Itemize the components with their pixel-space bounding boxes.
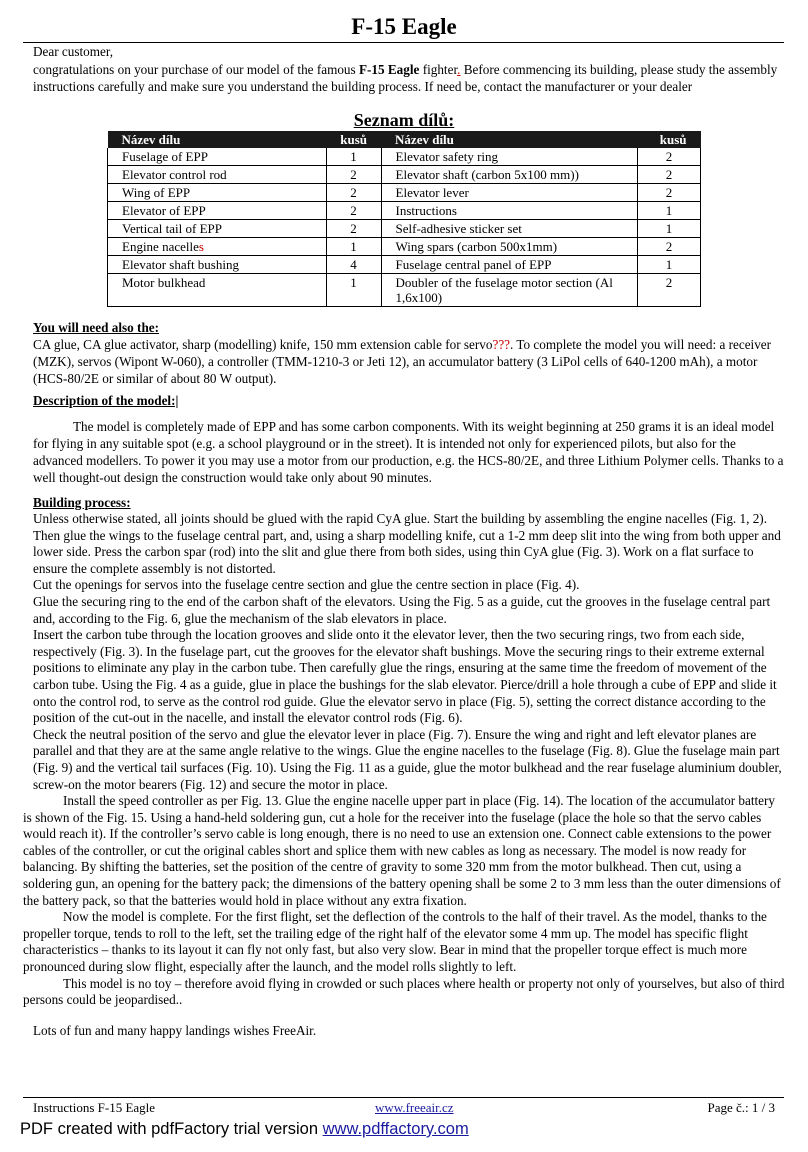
description-text-block	[33, 418, 785, 486]
part-name: Elevator shaft bushing	[108, 256, 327, 274]
pdf-banner-text: PDF created with pdfFactory trial version	[20, 1120, 323, 1138]
building-text-block	[23, 511, 785, 1039]
description-section	[33, 392, 785, 409]
part-qty: 2	[326, 166, 381, 184]
need-text-b: . To complete the model you will need: a receiver (MZK), servos (Wipont W-060), a controller (TMM-1210-3 or Jeti 12), an accumulator battery (3 LiPol cells of 640-1200 mAh), a motor (HCS-80/2E or similar of about 80 W output).	[33, 337, 772, 386]
part-qty: 2	[638, 148, 701, 166]
part-name: Fuselage central panel of EPP	[381, 256, 637, 274]
table-row	[108, 184, 701, 202]
building-paragraph: Cut the openings for servos into the fuselage centre section and glue the centre section in place (Fig. 4).	[33, 577, 580, 593]
building-paragraph: Unless otherwise stated, all joints should be glued with the rapid CyA glue. Start the building by assembling the engine nacelles (Fig. 1, 2). Then glue the wings to the fuselage central part, and, using a sharp modelling knife, cut a 1-2 mm deep slit into the wing from both upper and lower side. Press the carbon spar (rod) into the slit and glue there from both sides, using thin CyA glue (Fig. 3). Work on a flat surface to ensure the complete assembly is not distorted.	[33, 511, 781, 576]
intro-text	[33, 61, 783, 96]
header-name: Název dílu	[381, 131, 637, 148]
table-row	[108, 148, 701, 166]
closing-line: Lots of fun and many happy landings wishes FreeAir.	[33, 1022, 317, 1038]
header-qty: kusů	[326, 131, 381, 148]
document-title: F-15 Eagle	[351, 14, 457, 39]
table-row	[108, 238, 701, 256]
building-paragraph: Insert the carbon tube through the location grooves and slide onto it the elevator lever, then the two securing rings, two from each side, respectively (Fig. 3). In the fuselage part, cut the grooves for the elevator shaft bushings. Move the securing rings to their extreme external positions to eliminate any play in the carbon tube. Then carefully glue the rings, ensuring at the same time the freedom of movement of the carbon tube. Using the Fig. 4 as a guide, glue in place the bushings for the slab elevator. Pierce/drill a hole through a cube of EPP and slide it onto the control rod, to serve as the control rod guide. Glue the elevator servo in place (Fig. 5), setting the correct distance according to the position of the cut-out in the nacelle, and install the elevator control rods (Fig. 6).	[33, 627, 777, 726]
part-name: Elevator control rod	[108, 166, 327, 184]
part-qty: 4	[326, 256, 381, 274]
building-heading: Building process:	[33, 495, 131, 510]
part-name: Motor bulkhead	[108, 274, 327, 307]
intro-text-a: congratulations on your purchase of our model of the famous	[33, 61, 359, 77]
part-name: Vertical tail of EPP	[108, 220, 327, 238]
intro-text-c: Before commencing its building, please study the assembly instructions carefully and make sure you understand the building process. If need be, contact the manufacturer or your dealer	[33, 61, 778, 94]
building-section	[33, 494, 785, 511]
part-qty: 2	[326, 220, 381, 238]
part-name: Doubler of the fuselage motor section (Al 1,6x100)	[381, 274, 637, 307]
part-name: Wing spars (carbon 500x1mm)	[381, 238, 637, 256]
part-qty: 1	[638, 256, 701, 274]
building-paragraph: This model is no toy – therefore avoid flying in crowded or such places where health or property not only of yourselves, but also of third persons could be jeopardised..	[23, 975, 785, 1008]
parts-table-header	[108, 131, 701, 148]
need-text-a: CA glue, CA glue activator, sharp (modelling) knife, 150 mm extension cable for servo	[33, 337, 493, 352]
part-name: Elevator lever	[381, 184, 637, 202]
part-name: Wing of EPP	[108, 184, 327, 202]
part-qty: 2	[638, 184, 701, 202]
building-paragraph: Check the neutral position of the servo and glue the elevator lever in place (Fig. 7). Ensure the wing and right and left elevator planes are parallel and that they are at the same angle relative to the wings. Glue the engine nacelles to the fuselage (Fig. 8). Glue the fuselage main part (Fig. 9) and the vertical tail surfaces (Fig. 10). Using the Fig. 11 as a guide, glue the motor bulkhead and the rear fuselage aluminium doubler, screw-on the motor bearers (Fig. 12) and secure the motor in place.	[33, 726, 782, 792]
part-name-text: Engine nacelle	[122, 239, 199, 254]
part-qty: 1	[638, 220, 701, 238]
table-row	[108, 256, 701, 274]
need-section	[33, 319, 785, 387]
table-row	[108, 202, 701, 220]
pdf-banner-link[interactable]: www.pdffactory.com	[322, 1120, 469, 1138]
part-qty: 1	[326, 148, 381, 166]
part-qty: 1	[326, 238, 381, 256]
part-name: Elevator of EPP	[108, 202, 327, 220]
footer-rule	[23, 1097, 784, 1098]
table-row	[108, 166, 701, 184]
building-paragraph: Glue the securing ring to the end of the carbon shaft of the elevators. Using the Fig. 5 as a guide, cut the grooves in the fuselage central part and, according to the Fig. 6, glue the mechanism of the slab elevators in place.	[33, 593, 771, 626]
pdf-banner	[20, 1120, 469, 1139]
need-text	[33, 336, 785, 387]
header-name: Název dílu	[108, 131, 327, 148]
table-row	[108, 220, 701, 238]
footer-website-link[interactable]: www.freeair.cz	[375, 1100, 454, 1115]
part-name	[108, 238, 327, 256]
need-red-mark: ???	[492, 337, 511, 352]
parts-table	[107, 131, 701, 307]
header-qty: kusů	[638, 131, 701, 148]
building-paragraph: Install the speed controller as per Fig. 13. Glue the engine nacelle upper part in place (Fig. 14). The location of the accumulator battery is shown of the Fig. 15. Using a hand-held soldering gun, cut a hole for the receiver into the fuselage (place the hole so that the servo cables would reach it). If the controller’s servo cable is long enough, there is no need to use an extension one. Connect cable extensions to the power cables of the controller, or cut the original cables short and splice them with new cables as long as necessary. The model is now ready for balancing. By shifting the batteries, set the position of the centre of gravity to some 320 mm from the motor bulkhead. Then cut, using a soldering gun, an opening for the battery pack; the dimensions of the battery opening shall be some 2 to 3 mm less than the outer dimensions of the battery pack, so that the batteries would hold in place without any extra fixation.	[23, 793, 781, 908]
part-name: Elevator shaft (carbon 5x100 mm))	[381, 166, 637, 184]
part-name: Instructions	[381, 202, 637, 220]
part-qty: 2	[638, 166, 701, 184]
table-row	[108, 274, 701, 307]
intro-text-b: fighter	[419, 61, 458, 77]
need-heading: You will need also the:	[33, 320, 160, 335]
parts-table-title: Seznam dílů:	[353, 110, 455, 130]
model-name: F-15 Eagle	[358, 61, 420, 77]
intro-paragraph	[33, 43, 783, 96]
intro-period: .	[457, 61, 461, 77]
part-name: Fuselage of EPP	[108, 148, 327, 166]
description-heading: Description of the model:|	[33, 393, 179, 408]
part-name-red-suffix: s	[198, 239, 204, 254]
greeting: Dear customer,	[33, 44, 114, 59]
part-name: Self-adhesive sticker set	[381, 220, 637, 238]
part-name: Elevator safety ring	[381, 148, 637, 166]
part-qty: 2	[638, 274, 701, 307]
part-qty: 2	[326, 202, 381, 220]
part-qty: 2	[638, 238, 701, 256]
footer-doc-title: Instructions F-15 Eagle	[33, 1100, 156, 1115]
part-qty: 1	[638, 202, 701, 220]
part-qty: 1	[326, 274, 381, 307]
footer-page-number: Page č.: 1 / 3	[707, 1100, 775, 1115]
part-qty: 2	[326, 184, 381, 202]
building-paragraph: Now the model is complete. For the first flight, set the deflection of the controls to the half of their travel. As the model, thanks to the propeller torque, tends to roll to the left, set the trailing edge of the right half of the elevator some 4 mm up. The model has specific flight characteristics – thanks to its layout it can fly not only fast, but also very slow. Bear in mind that the propeller torque effect is much more pronounced during slow flight, especially after the launch, and the model rolls slightly to left.	[23, 909, 767, 975]
description-text: The model is completely made of EPP and has some carbon components. With its weight beginning at 250 grams it is an ideal model for flying in any suitable spot (e.g. a school playground or in the street). It is intended not only for experienced pilots, but also for the advanced modellers. To power it you may use a motor from our production, e.g. the HCS-80/2E, and three Lithium Polymer cells. Thanks to a well thought-out design the construction would take only about 90 minutes.	[33, 419, 784, 485]
